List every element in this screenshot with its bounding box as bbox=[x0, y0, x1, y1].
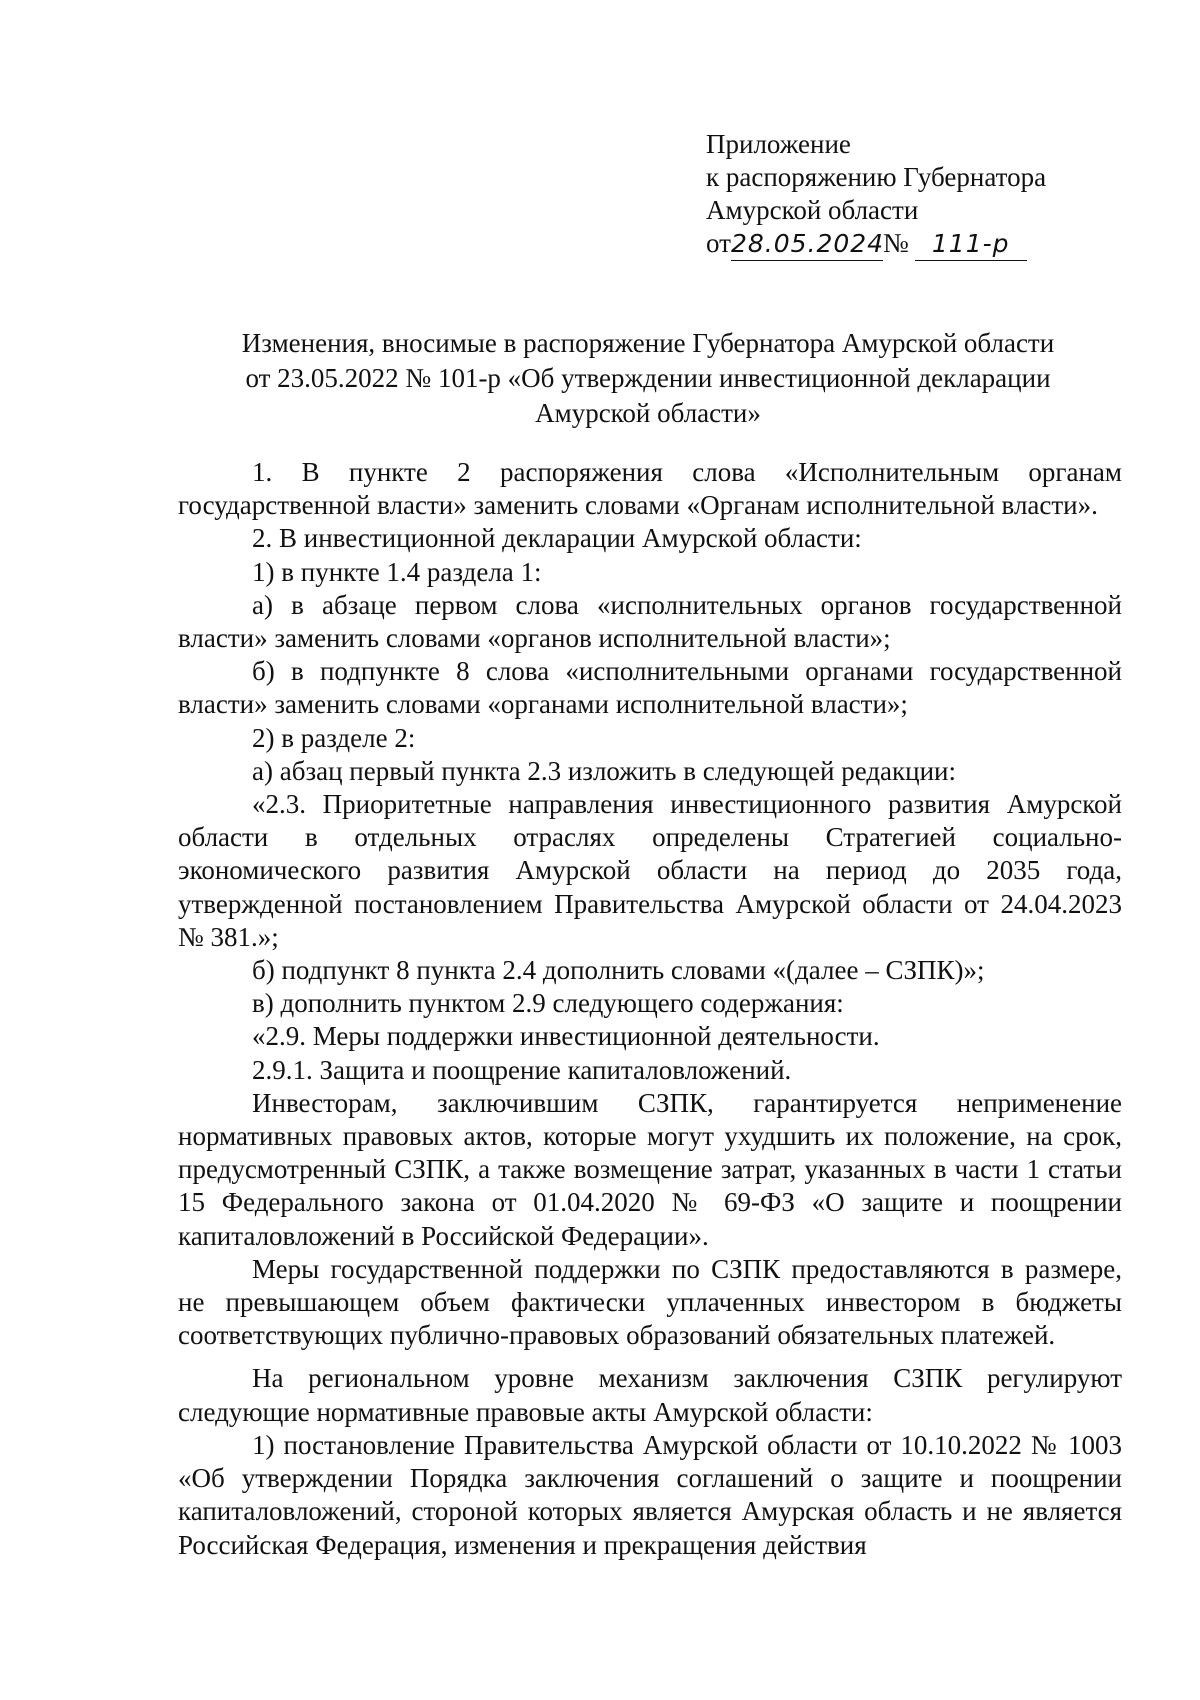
paragraph: б) в подпункте 8 слова «исполнительными органами государственной власти» заменить словами «органами исполнительной власти»; bbox=[178, 656, 1122, 720]
paragraph: Инвесторам, заключившим СЗПК, гарантируется неприменение нормативных правовых актов, которые могут ухудшить их положение, на срок, предусмотренный СЗПК, а также возмещение затрат, указанных в части 1 статьи 15 Федерального закона от 01.04.2020 № 69-ФЗ «О защите и поощрении капиталовложений в Российской Федерации». bbox=[178, 1087, 1122, 1251]
paragraph: б) подпункт 8 пункта 2.4 дополнить словами «(далее – СЗПК)»; bbox=[252, 955, 985, 986]
paragraph: в) дополнить пунктом 2.9 следующего содержания: bbox=[252, 988, 844, 1019]
paragraph: а) абзац первый пункта 2.3 изложить в следующей редакции: bbox=[252, 755, 957, 786]
annex-label: Приложение bbox=[706, 129, 851, 159]
paragraph: На региональном уровне механизм заключения СЗПК регулируют следующие нормативные правовые акты Амурской области: bbox=[178, 1363, 1122, 1427]
paragraph: Меры государственной поддержки по СЗПК предоставляются в размере, не превышающем объем фактически уплаченных инвестором в бюджеты соответствующих публично-правовых образований обязательных платежей. bbox=[178, 1253, 1122, 1351]
paragraph: 1) в пункте 1.4 раздела 1: bbox=[252, 556, 542, 587]
annex-date-number-line bbox=[706, 227, 1126, 261]
date-prefix: от bbox=[706, 228, 731, 258]
handwritten-date: 28.05.2024 bbox=[731, 227, 883, 261]
document-body bbox=[178, 456, 1122, 1562]
handwritten-number: 111-р bbox=[915, 227, 1027, 261]
paragraph: 1) постановление Правительства Амурской области от 10.10.2022 № 1003 «Об утверждении Порядка заключения соглашений о защите и поощрении капиталовложений, стороной которых является Амурская область и не является Российская Федерация, изменения и прекращения действия bbox=[178, 1429, 1122, 1560]
title-line-2: от 23.05.2022 № 101-р «Об утверждении инвестиционной декларации bbox=[245, 363, 1051, 393]
paragraph: 1. В пункте 2 распоряжения слова «Исполнительным органам государственной власти» заменить словами «Органам исполнительной власти». bbox=[178, 457, 1122, 521]
title-line-3: Амурской области» bbox=[535, 398, 761, 428]
paragraph: «2.3. Приоритетные направления инвестиционного развития Амурской области в отдельных отраслях определены Стратегией социально-экономического развития Амурской области на период до 2035 года, утвержденной постановлением Правительства Амурской области от 24.04.2023 № 381.»; bbox=[178, 789, 1122, 952]
annex-order-ref: к распоряжению Губернатора bbox=[706, 162, 1047, 192]
document-title bbox=[178, 326, 1118, 431]
paragraph: а) в абзаце первом слова «исполнительных органов государственной власти» заменить словами «органов исполнительной власти»; bbox=[178, 589, 1122, 654]
paragraph: 2.9.1. Защита и поощрение капиталовложений. bbox=[252, 1054, 792, 1085]
annex-region: Амурской области bbox=[706, 195, 919, 225]
paragraph: «2.9. Меры поддержки инвестиционной деятельности. bbox=[252, 1021, 880, 1052]
title-line-1: Изменения, вносимые в распоряжение Губернатора Амурской области bbox=[241, 328, 1055, 358]
paragraph: 2. В инвестиционной декларации Амурской области: bbox=[252, 523, 862, 554]
number-sign: № bbox=[882, 228, 909, 258]
annex-header bbox=[706, 128, 1126, 261]
paragraph: 2) в разделе 2: bbox=[252, 722, 416, 753]
